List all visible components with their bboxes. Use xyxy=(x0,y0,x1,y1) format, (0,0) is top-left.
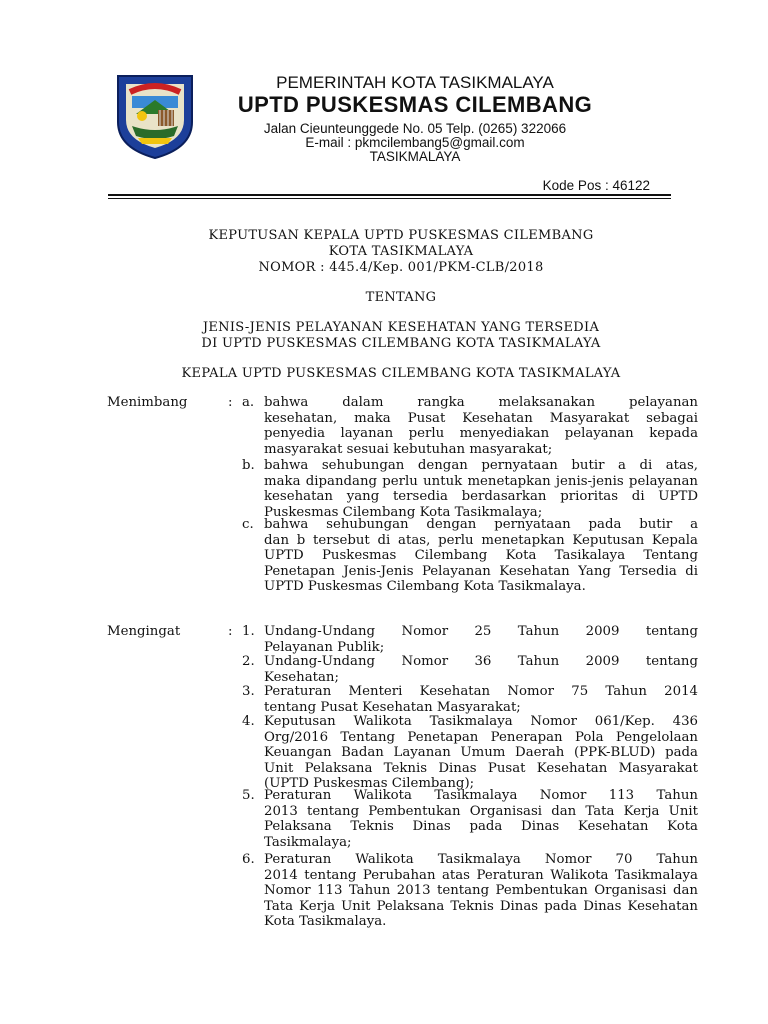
mengingat-item xyxy=(242,684,698,715)
mengingat-label: Mengingat xyxy=(107,624,181,639)
letterhead-divider-thick xyxy=(108,194,671,196)
menimbang-label: Menimbang xyxy=(107,395,188,410)
letterhead-city: TASIKMALAYA xyxy=(369,149,461,164)
menimbang-colon: : xyxy=(228,395,233,410)
item-marker: 3. xyxy=(242,684,255,699)
letterhead-email: E-mail : pkmcilembang5@gmail.com xyxy=(305,135,525,150)
mengingat-item xyxy=(242,654,698,685)
item-text-first: Undang-Undang Nomor 36 Tahun 2009 tentang xyxy=(264,654,698,669)
item-marker: c. xyxy=(242,517,254,532)
item-marker: 6. xyxy=(242,852,255,867)
letterhead-address: Jalan Cieunteunggede No. 05 Telp. (0265) 322066 xyxy=(263,121,567,136)
item-text-first: bahwa dalam rangka melaksanakan pelayanan xyxy=(264,395,698,410)
menimbang-item xyxy=(242,458,698,520)
item-text-rest: dan b tersebut di atas, perlu menetapkan Keputusan Kepala UPTD Puskesmas Cilembang Kota Tasikalaya Tentang Penetapan Jenis-Jenis Pelayanan Kesehatan Yang Tersedia di UPTD Puskesmas Cilembang Kota Tasikmalaya. xyxy=(264,532,698,594)
decree-number: NOMOR : 445.4/Kep. 001/PKM-CLB/2018 xyxy=(258,260,544,275)
item-text-first: Keputusan Walikota Tasikmalaya Nomor 061/Kep. 436 xyxy=(264,714,698,729)
decree-official: KEPALA UPTD PUSKESMAS CILEMBANG KOTA TASIKMALAYA xyxy=(181,366,621,381)
letterhead-divider-thin xyxy=(108,198,671,199)
mengingat-item xyxy=(242,788,698,850)
mengingat-item xyxy=(242,714,698,792)
item-text-rest: tentang Pusat Kesehatan Masyarakat; xyxy=(264,699,521,715)
item-text-first: Peraturan Menteri Kesehatan Nomor 75 Tahun 2014 xyxy=(264,684,698,699)
menimbang-item xyxy=(242,517,698,595)
item-text-first: bahwa sehubungan dengan pernyataan pada butir a xyxy=(264,517,698,532)
item-text-rest: Pelayanan Publik; xyxy=(264,639,385,655)
letterhead-postal-code: Kode Pos : 46122 xyxy=(542,178,650,193)
menimbang-item xyxy=(242,395,698,457)
mengingat-item xyxy=(242,852,698,930)
item-text-rest: 2014 tentang Perubahan atas Peraturan Walikota Tasikmalaya Nomor 113 Tahun 2013 tentang Pembentukan Organisasi dan Tata Kerja Unit Pelaksana Teknis Dinas pada Dinas Kesehatan Kota Tasikmalaya. xyxy=(264,867,698,929)
decree-tentang: TENTANG xyxy=(365,290,437,305)
item-marker: a. xyxy=(242,395,255,410)
letterhead-institution: UPTD PUSKESMAS CILEMBANG xyxy=(237,92,593,117)
mengingat-colon: : xyxy=(228,624,233,639)
item-marker: 4. xyxy=(242,714,255,729)
item-marker: 1. xyxy=(242,624,255,639)
letterhead-government: PEMERINTAH KOTA TASIKMALAYA xyxy=(276,73,554,92)
item-text-rest: Kesehatan; xyxy=(264,669,339,685)
item-marker: 5. xyxy=(242,788,255,803)
item-text-rest: maka dipandang perlu untuk menetapkan jenis-jenis pelayanan kesehatan yang tersedia berdasarkan prioritas di UPTD Puskesmas Cilembang Kota Tasikmalaya; xyxy=(264,473,698,520)
item-marker: b. xyxy=(242,458,255,473)
decree-subject-line1: JENIS-JENIS PELAYANAN KESEHATAN YANG TERSEDIA xyxy=(202,320,600,335)
decree-title-line2: KOTA TASIKMALAYA xyxy=(328,244,474,259)
item-text-first: Peraturan Walikota Tasikmalaya Nomor 70 Tahun xyxy=(264,852,698,867)
item-text-first: Peraturan Walikota Tasikmalaya Nomor 113 Tahun xyxy=(264,788,698,803)
decree-title-line1: KEPUTUSAN KEPALA UPTD PUSKESMAS CILEMBANG xyxy=(208,228,594,243)
item-text-rest: Org/2016 Tentang Penetapan Penerapan Pola Pengelolaan Keuangan Badan Layanan Umum Daerah (PPK-BLUD) pada Unit Pelaksana Teknis Dinas Pusat Kesehatan Masyarakat (UPTD Puskesmas Cilembang); xyxy=(264,729,698,791)
item-text-rest: 2013 tentang Pembentukan Organisasi dan Tata Kerja Unit Pelaksana Teknis Dinas pada Dinas Kesehatan Kota Tasikmalaya; xyxy=(264,803,698,850)
decree-subject-line2: DI UPTD PUSKESMAS CILEMBANG KOTA TASIKMALAYA xyxy=(201,336,601,351)
mengingat-item xyxy=(242,624,698,655)
item-text-rest: kesehatan, maka Pusat Kesehatan Masyarakat sebagai penyedia layanan perlu menyediakan pelayanan kepada masyarakat sesuai kebutuhan masyarakat; xyxy=(264,410,698,457)
item-text-first: bahwa sehubungan dengan pernyataan butir a di atas, xyxy=(264,458,698,473)
item-marker: 2. xyxy=(242,654,255,669)
item-text-first: Undang-Undang Nomor 25 Tahun 2009 tentang xyxy=(264,624,698,639)
